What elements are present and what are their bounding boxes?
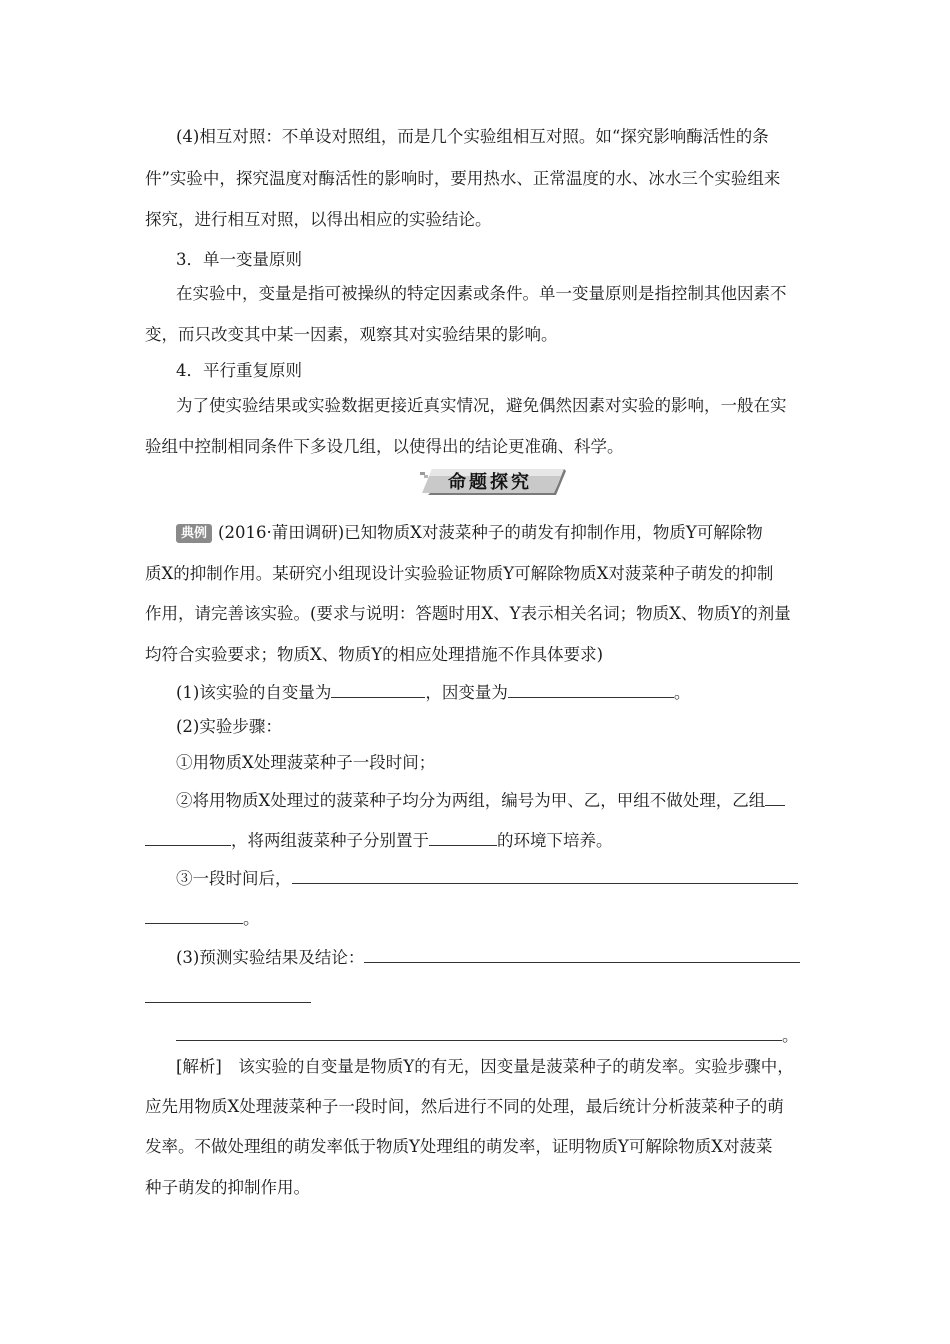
q1-end: 。 — [673, 683, 691, 702]
answer-blank-step-3-cont[interactable] — [145, 906, 243, 924]
answer-blank-group-b-treatment-cont[interactable] — [145, 828, 231, 846]
step-2-text-c: 的环境下培养。 — [497, 831, 613, 850]
analysis-line: 应先用物质X处理菠菜种子一段时间，然后进行不同的处理，最后统计分析菠菜种子的萌 — [145, 1097, 784, 1116]
answer-blank-prediction-3[interactable] — [176, 1023, 782, 1041]
para-line: 探究，进行相互对照，以得出相应的实验结论。 — [145, 210, 492, 229]
answer-blank-prediction[interactable] — [364, 945, 800, 963]
para-line: (4)相互对照：不单设对照组，而是几个实验组相互对照。如“探究影响酶活性的条 — [176, 127, 769, 146]
section-heading: 4．平行重复原则 — [176, 361, 302, 380]
question-3 — [176, 945, 800, 969]
answer-blank-independent-variable[interactable] — [331, 680, 425, 698]
answer-blank-group-b-treatment[interactable] — [765, 788, 785, 806]
banner-title: 命题探究 — [448, 472, 532, 493]
step-3-continued — [145, 906, 260, 930]
step-2-text: ②将用物质X处理过的菠菜种子均分为两组，编号为甲、乙，甲组不做处理，乙组 — [176, 791, 766, 810]
answer-blank-step-3[interactable] — [292, 866, 798, 884]
example-tag: 典例 — [176, 524, 212, 543]
example-line: 作用，请完善该实验。(要求与说明：答题时用X、Y表示相关名词；物质X、物质Y的剂量 — [145, 604, 791, 623]
question-3-line-3 — [176, 1023, 799, 1047]
q1-prefix: (1)该实验的自变量为 — [176, 683, 332, 702]
answer-blank-environment[interactable] — [429, 828, 497, 846]
q3-label: (3)预测实验结果及结论： — [176, 948, 365, 967]
example-line: 均符合实验要求；物质X、物质Y的相应处理措施不作具体要求) — [145, 645, 604, 664]
answer-blank-prediction-2[interactable] — [145, 985, 311, 1003]
question-3-line-2 — [145, 985, 311, 1009]
q3-end: 。 — [782, 1026, 799, 1045]
para-line: 在实验中，变量是指可被操纵的特定因素或条件。单一变量原则是指控制其他因素不 — [176, 284, 787, 303]
para-line: 验组中控制相同条件下多设几组，以使得出的结论更准确、科学。 — [145, 437, 624, 456]
para-line: 变，而只改变其中某一因素，观察其对实验结果的影响。 — [145, 325, 558, 344]
step-2-continued — [145, 828, 613, 852]
analysis-line: [解析] 该实验的自变量是物质Y的有无，因变量是菠菜种子的萌发率。实验步骤中， — [176, 1057, 794, 1076]
analysis-line: 发率。不做处理组的萌发率低于物质Y处理组的萌发率，证明物质Y可解除物质X对菠菜 — [145, 1137, 773, 1156]
step-3 — [176, 866, 798, 890]
example-line — [176, 522, 763, 544]
step-2-text-b: ，将两组菠菜种子分别置于 — [231, 831, 429, 850]
analysis-line: 种子萌发的抑制作用。 — [145, 1178, 310, 1197]
section-banner — [418, 466, 566, 496]
q1-middle: ，因变量为 — [425, 683, 508, 702]
section-heading: 3．单一变量原则 — [176, 250, 302, 269]
answer-blank-dependent-variable[interactable] — [508, 680, 674, 698]
example-text: (2016·莆田调研)已知物质X对菠菜种子的萌发有抑制作用，物质Y可解除物 — [218, 523, 763, 542]
step-2 — [176, 788, 785, 812]
question-2-title: (2)实验步骤： — [176, 717, 282, 736]
para-line: 为了使实验结果或实验数据更接近真实情况，避免偶然因素对实验的影响，一般在实 — [176, 396, 787, 415]
question-1 — [176, 680, 690, 704]
step-3-end: 。 — [243, 909, 260, 928]
example-line: 质X的抑制作用。某研究小组现设计实验验证物质Y可解除物质X对菠菜种子萌发的抑制 — [145, 564, 774, 583]
step-3-text: ③一段时间后， — [176, 869, 292, 888]
step-1: ①用物质X处理菠菜种子一段时间； — [176, 753, 436, 772]
para-line: 件”实验中，探究温度对酶活性的影响时，要用热水、正常温度的水、冰水三个实验组来 — [145, 169, 781, 188]
